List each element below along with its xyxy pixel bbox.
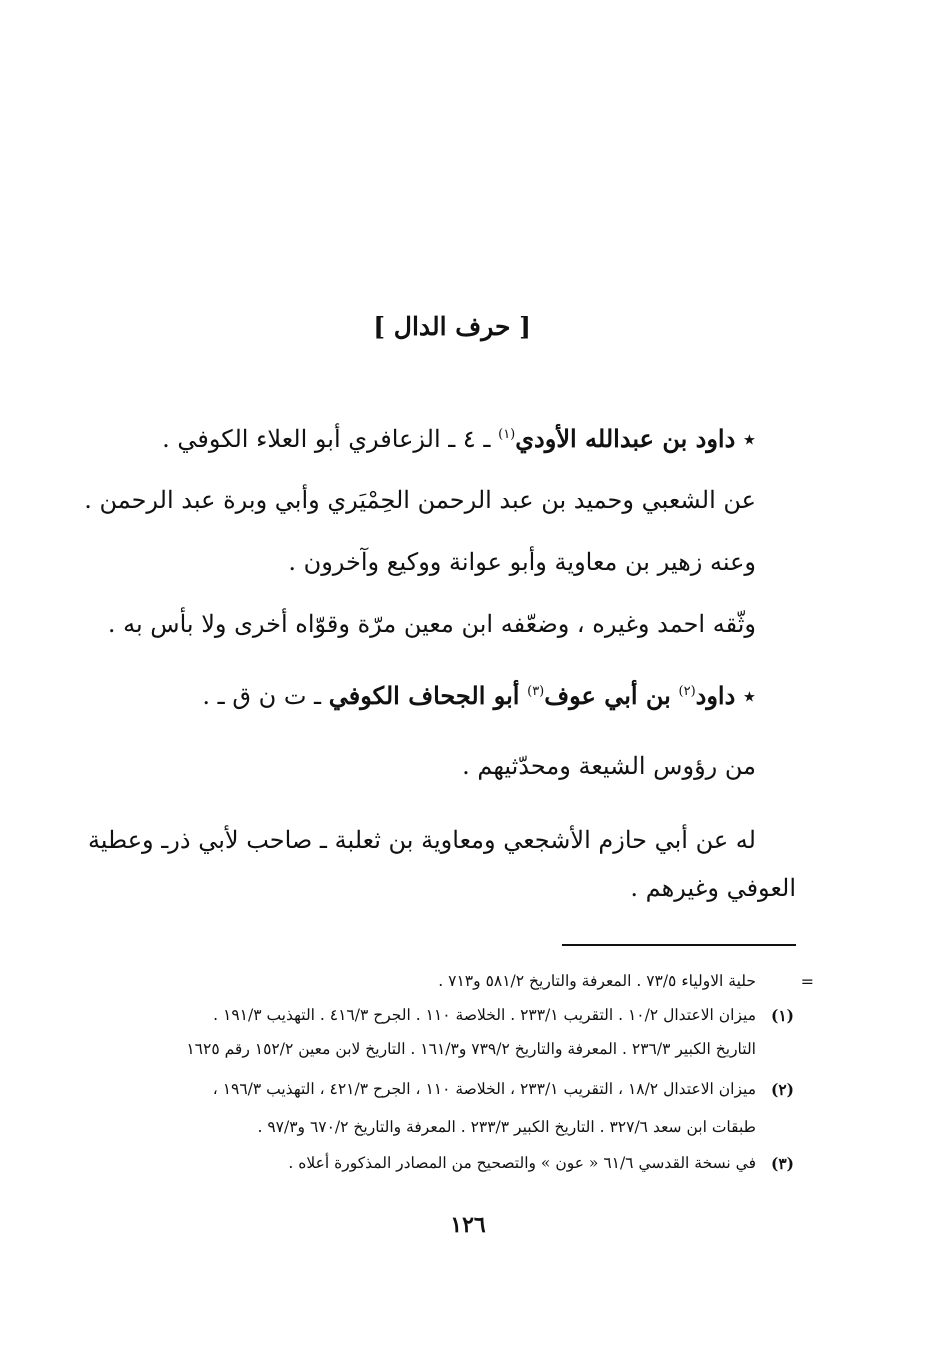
footnote-1-line-2: التاريخ الكبير ٢٣٦/٣ . المعرفة والتاريخ ٧٣٩/٢ و١٦١/٣ . التاريخ لابن معين ١٥٢/٢ رقم ١٦٢٥: [186, 1040, 756, 1058]
footnote-continuation: حلية الاولياء ٧٣/٥ . المعرفة والتاريخ ٥٨١/٢ و٧١٣ .: [438, 972, 756, 990]
entry-1-rest: ـ ٤ ـ الزعافري أبو العلاء الكوفي .: [162, 425, 491, 453]
footnote-3-line-1: في نسخة القدسي ٦١/٦ « عون » والتصحيح من المصادر المذكورة أعلاه .: [288, 1154, 756, 1172]
entry-2-marker: ٭: [742, 682, 756, 710]
footnote-ref-3: (٣): [527, 684, 545, 699]
body-line-5: له عن أبي حازم الأشجعي ومعاوية بن ثعلبة ـ صاحب لأبي ذرـ وعطية: [87, 826, 756, 854]
entry-1-line: [162, 424, 756, 453]
footnote-2-line-2: طبقات ابن سعد ٣٢٧/٦ . التاريخ الكبير ٢٣٣/٣ . المعرفة والتاريخ ٦٧٠/٢ و٩٧/٣ .: [257, 1118, 756, 1136]
body-line-6: العوفي وغيرهم .: [630, 874, 796, 902]
footnote-1-number: (١): [770, 1006, 794, 1025]
body-line-3: وثّقه احمد وغيره ، وضعّفه ابن معين مرّة وقوّاه أخرى ولا بأس به .: [107, 610, 756, 638]
section-heading: [ حرف الدال ]: [373, 312, 531, 341]
page-number: ١٢٦: [450, 1212, 486, 1238]
entry-2-name-c: أبو الجحاف الكوفي: [328, 681, 520, 710]
entry-2-line: [202, 681, 756, 710]
footnote-ref-1: (١): [498, 427, 516, 442]
continuation-mark: =: [800, 972, 814, 991]
body-line-4: من رؤوس الشيعة ومحدّثيهم .: [462, 752, 756, 780]
footnote-divider: [562, 944, 796, 946]
footnote-1-line-1: ميزان الاعتدال ١٠/٢ . التقريب ٢٣٣/١ . الخلاصة ١١٠ . الجرح ٤١٦/٣ . التهذيب ١٩١/٣ .: [213, 1006, 756, 1024]
footnote-3-number: (٣): [770, 1154, 794, 1173]
entry-1-marker: ٭: [742, 425, 756, 453]
footnote-ref-2: (٢): [678, 684, 696, 699]
entry-2-name-b: بن أبي عوف: [544, 681, 671, 710]
footnote-2-line-1: ميزان الاعتدال ١٨/٢ ، التقريب ٢٣٣/١ ، الخلاصة ١١٠ ، الجرح ٤٢١/٣ ، التهذيب ١٩٦/٣ ،: [212, 1080, 756, 1098]
body-line-1: عن الشعبي وحميد بن عبد الرحمن الحِمْيَري وأبي وبرة عبد الرحمن .: [84, 486, 756, 514]
entry-2-rest: ـ ت ن ق ـ .: [202, 682, 322, 710]
entry-2-name-a: داود: [695, 681, 736, 710]
entry-1-name: داود بن عبدالله الأودي: [515, 424, 736, 453]
footnote-2-number: (٢): [770, 1080, 794, 1099]
body-line-2: وعنه زهير بن معاوية وأبو عوانة ووكيع وآخرون .: [288, 548, 756, 576]
